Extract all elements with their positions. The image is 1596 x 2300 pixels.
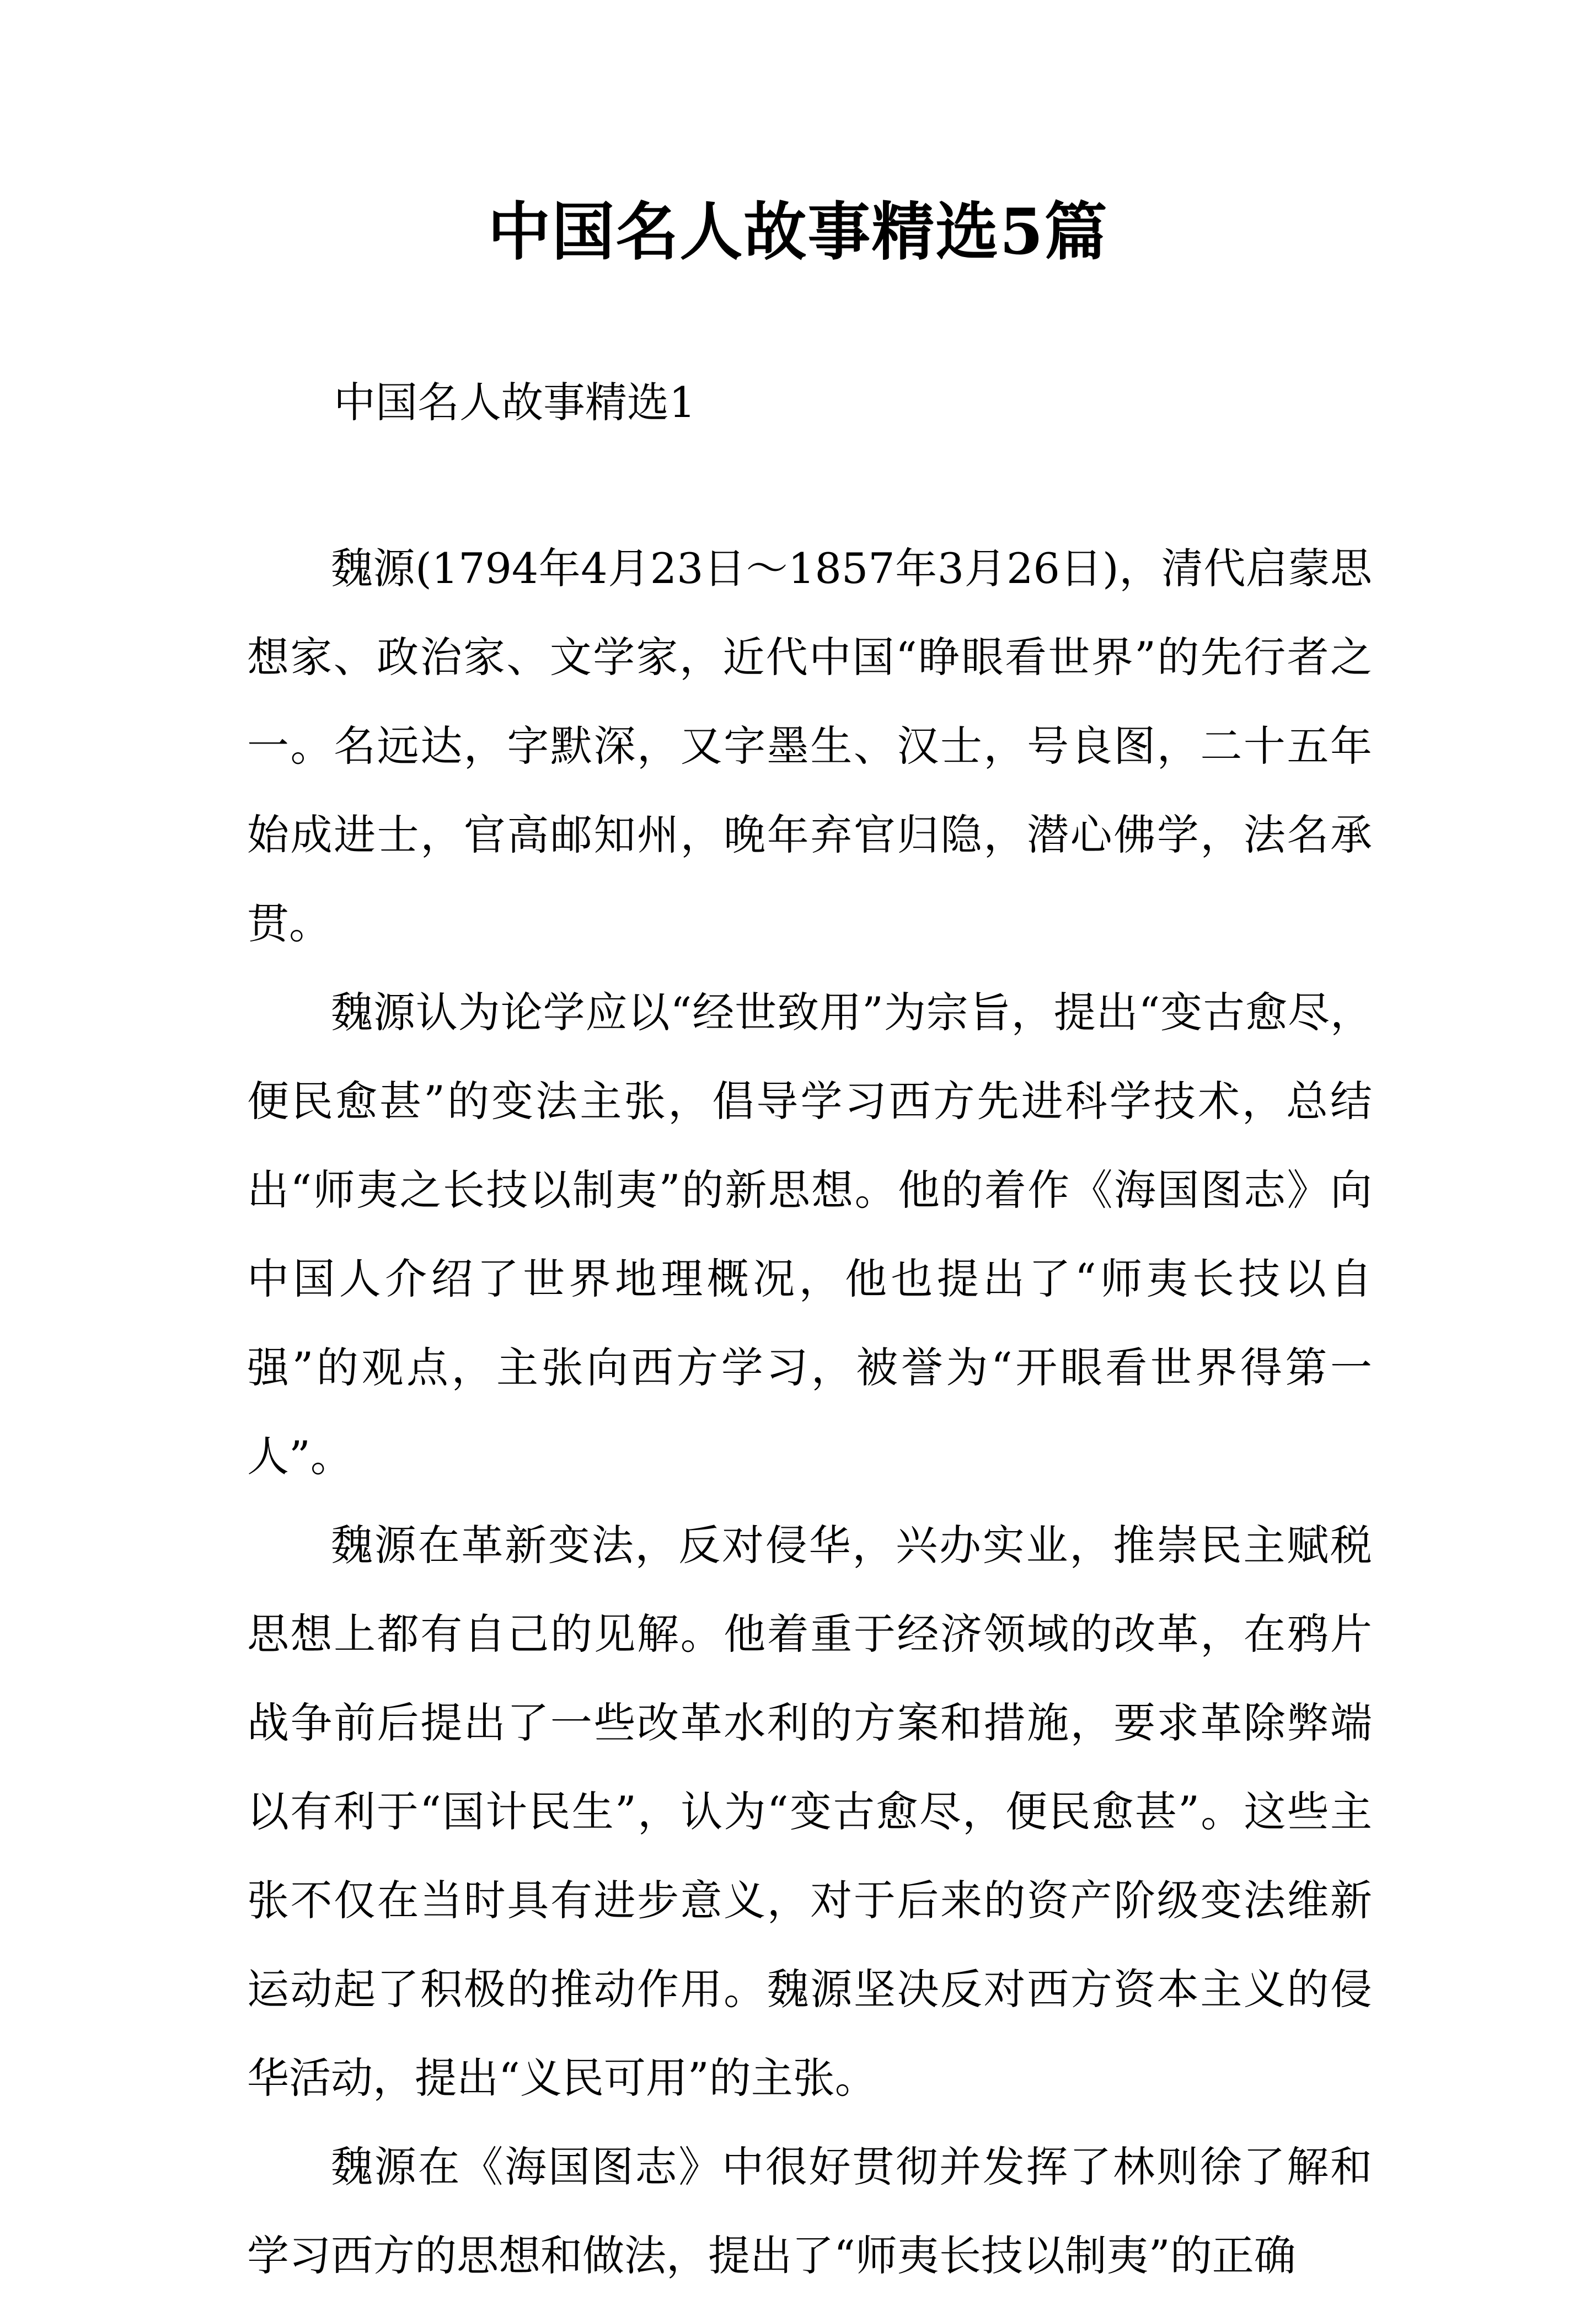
section-heading: 中国名人故事精选1 (334, 378, 696, 427)
paragraph-4: 魏源在《海国图志》中很好贯彻并发挥了林则徐了解和学习西方的思想和做法，提出了“师夷长技以制夷”的正确 (247, 2142, 1372, 2280)
paragraph-2: 魏源认为论学应以“经世致用”为宗旨，提出“变古愈尽，便民愈甚”的变法主张，倡导学习西方先进科学技术，总结出“师夷之长技以制夷”的新思想。他的着作《海国图志》向中国人介绍了世界地理概况，他也提出了“师夷长技以自强”的观点，主张向西方学习，被誉为“开眼看世界得第一人”。 (247, 988, 1372, 1481)
document-title: 中国名人故事精选5篇 (488, 195, 1108, 269)
body-text (247, 524, 1372, 2300)
paragraph-1: 魏源(1794年4月23日～1857年3月26日)，清代启蒙思想家、政治家、文学家，近代中国“睁眼看世界”的先行者之一。名远达，字默深，又字墨生、汉士，号良图，二十五年始成进士，官高邮知州，晚年弃官归隐，潜心佛学，法名承贯。 (247, 544, 1372, 948)
paragraph-3: 魏源在革新变法，反对侵华，兴办实业，推崇民主赋税思想上都有自己的见解。他着重于经济领域的改革，在鸦片战争前后提出了一些改革水利的方案和措施，要求革除弊端以有利于“国计民生”，认为“变古愈尽，便民愈甚”。这些主张不仅在当时具有进步意义，对于后来的资产阶级变法维新运动起了积极的推动作用。魏源坚决反对西方资本主义的侵华活动，提出“义民可用”的主张。 (247, 1521, 1372, 2103)
